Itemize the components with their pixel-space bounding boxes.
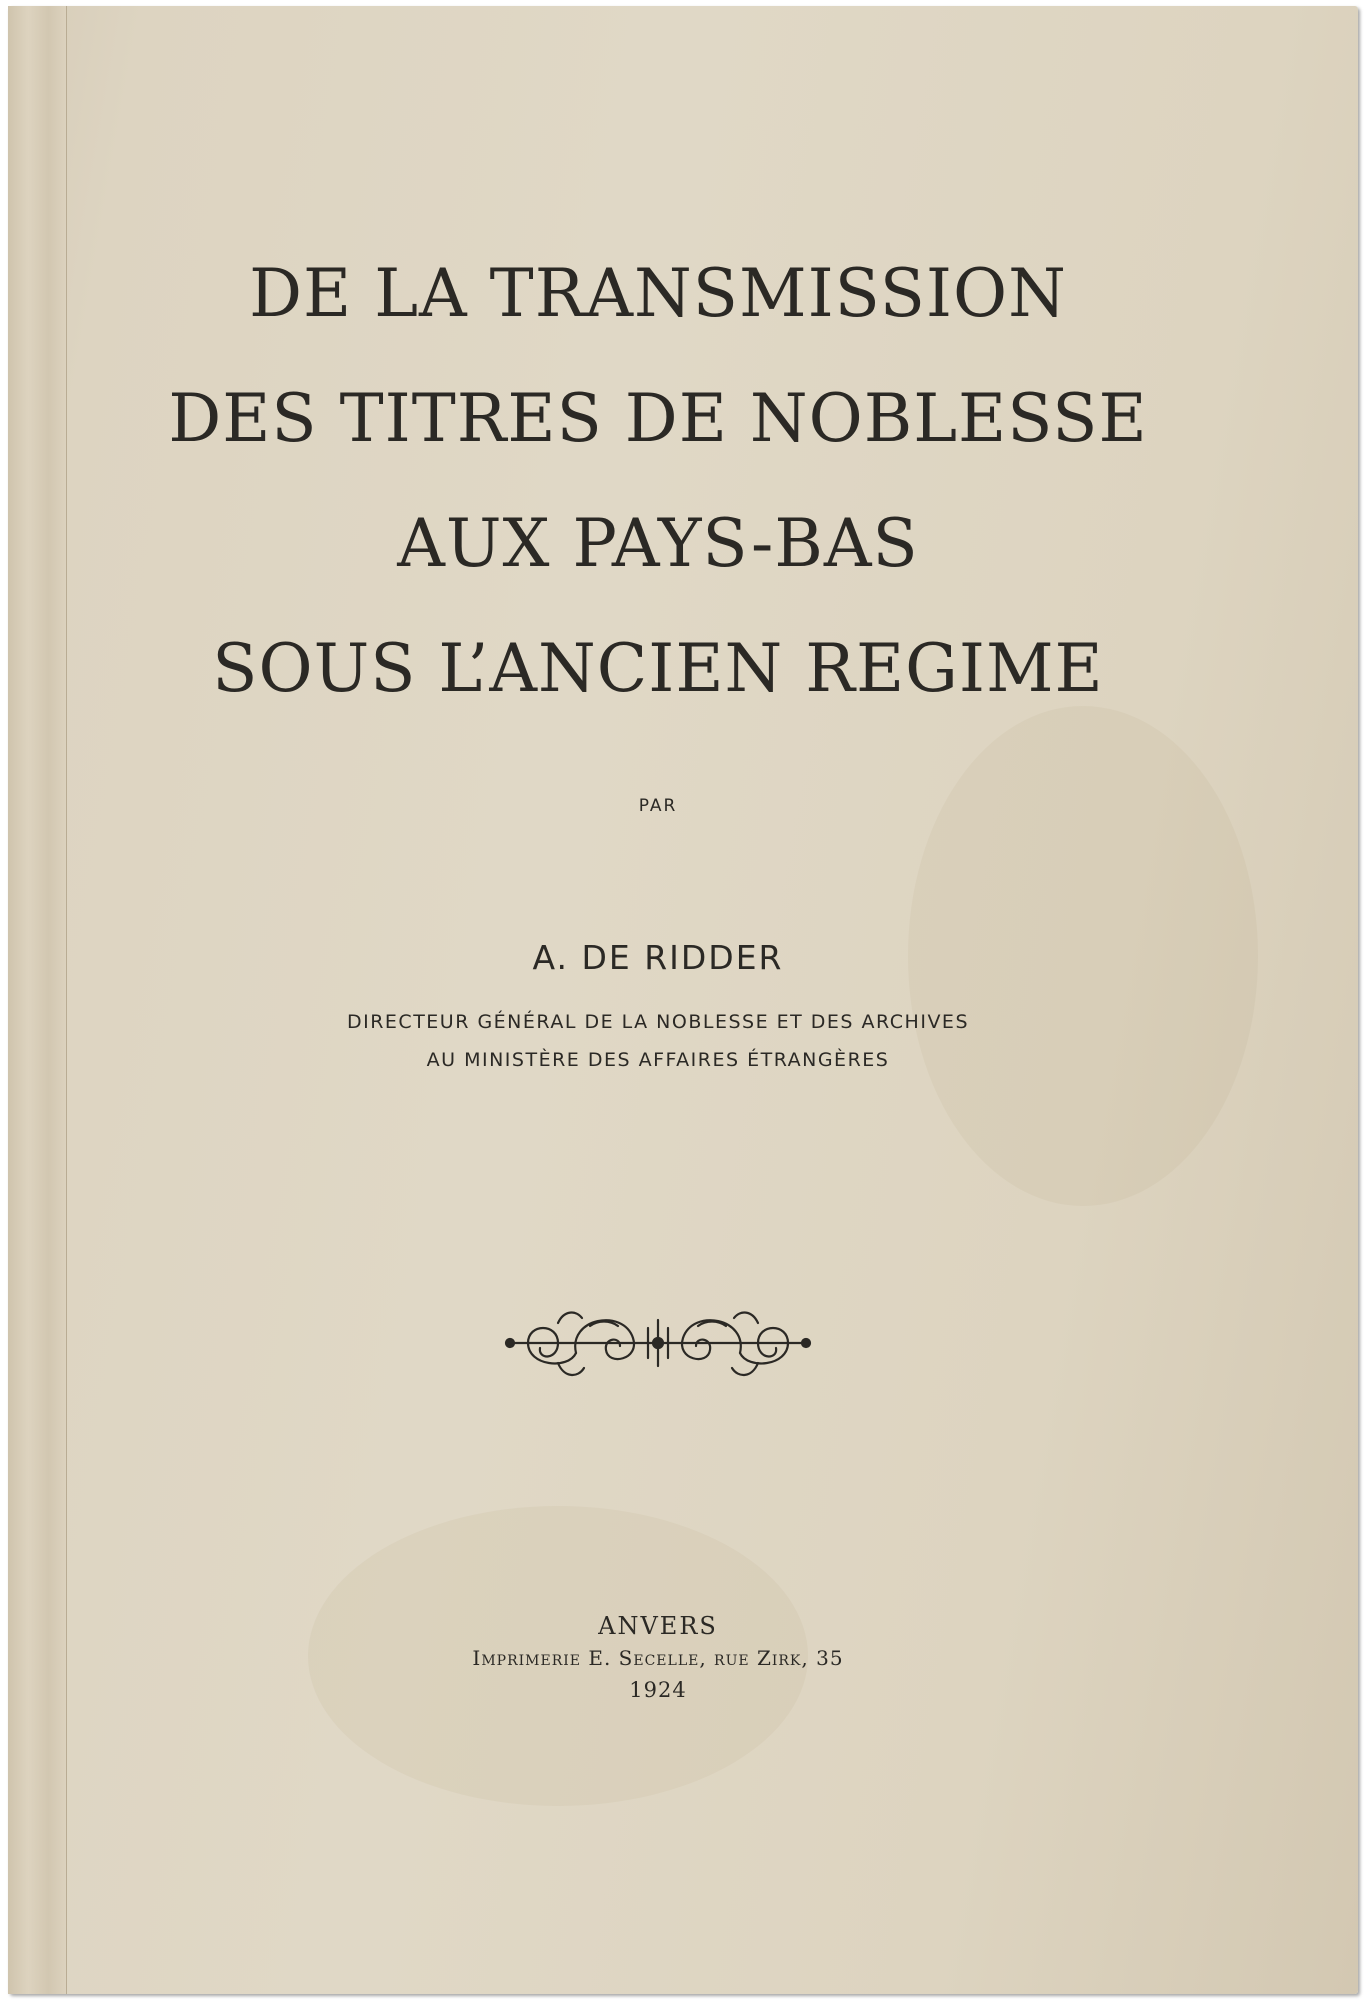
imprint-year: 1924	[629, 1678, 687, 1702]
title-line-2: DES TITRES DE NOBLESSE	[168, 380, 1148, 457]
author-affiliation-line-1: DIRECTEUR GÉNÉRAL DE LA NOBLESSE ET DES ARCHIVES	[346, 1011, 970, 1033]
book-title	[8, 231, 1308, 731]
by-label: PAR	[638, 796, 678, 816]
author-affiliation-line-2: AU MINISTÈRE DES AFFAIRES ÉTRANGÈRES	[426, 1049, 890, 1071]
book-cover	[8, 6, 1358, 1994]
author-name: A. DE RIDDER	[532, 938, 784, 977]
title-line-4: SOUS L’ANCIEN REGIME	[212, 630, 1104, 707]
imprint-city: ANVERS	[598, 1612, 718, 1640]
scroll-ornament-icon	[498, 1298, 818, 1388]
imprint-printer: Imprimerie E. Secelle, rue Zirk, 35	[472, 1646, 844, 1670]
title-line-3: AUX PAYS-BAS	[397, 505, 919, 582]
title-line-1: DE LA TRANSMISSION	[249, 255, 1067, 332]
